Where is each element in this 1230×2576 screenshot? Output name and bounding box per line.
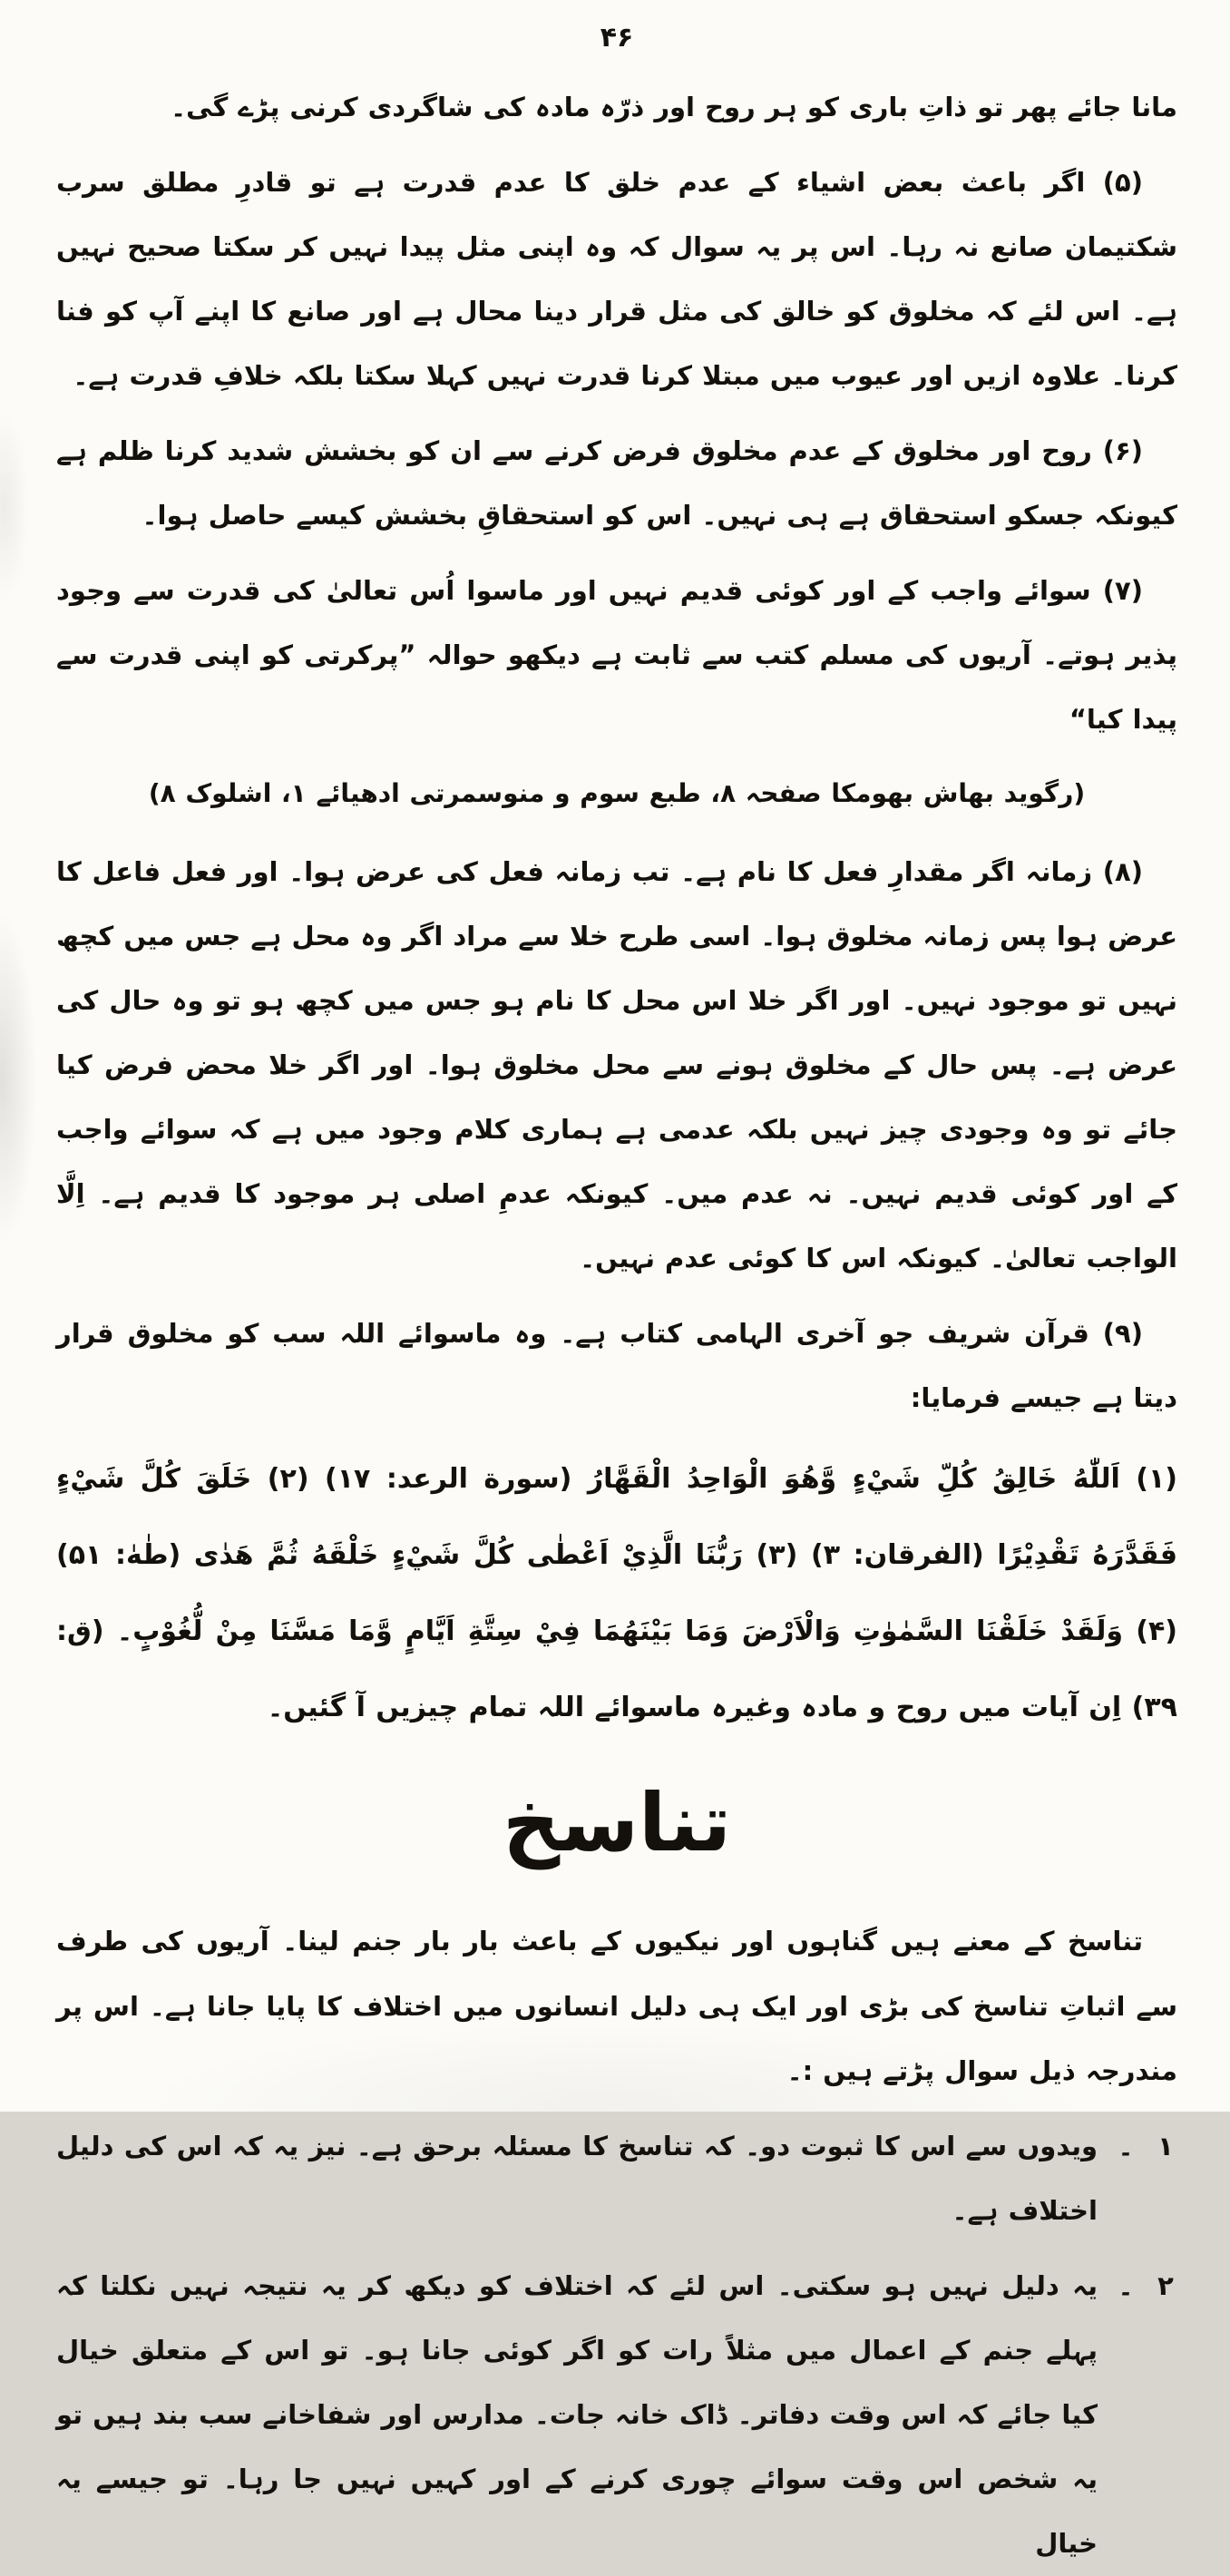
item-1-text: ویدوں سے اس کا ثبوت دو۔ کہ تناسخ کا مسئلہ برحق ہے۔ نیز یہ کہ اس کی دلیل اختلاف ہے۔ bbox=[56, 2130, 1098, 2226]
paragraph-5: (۵) اگر باعث بعض اشیاء کے عدم خلق کا عدم قدرت ہے تو قادرِ مطلق سرب شکتیمان صانع نہ رہا۔ اس پر یہ سوال کہ وہ اپنی مثل پیدا نہیں کر سکتا صحیح نہیں ہے۔ اس لئے کہ مخلوق کو خالق کی مثل قرار دینا محال ہے اور صانع کا اپنے آپ کو فنا کرنا۔ علاوہ ازیں اور عیوب میں مبتلا کرنا قدرت نہیں کہلا سکتا بلکہ خلافِ قدرت ہے۔ bbox=[56, 167, 1177, 392]
item-2-separator: ۔ bbox=[1118, 2269, 1134, 2301]
page-number: ۴۶ bbox=[600, 22, 634, 54]
item-1-number: ۱ bbox=[1157, 2130, 1174, 2161]
tanasukh-intro-paragraph: تناسخ کے معنے ہیں گناہوں اور نیکیوں کے باعث بار بار جنم لینا۔ آریوں کی طرف سے اثباتِ تناسخ کی بڑی اور ایک ہی دلیل انسانوں میں اختلاف کا پایا جانا ہے۔ اس پر مندرجہ ذیل سوال پڑتے ہیں :۔ bbox=[56, 1926, 1177, 2086]
item-2-number: ۲ bbox=[1157, 2269, 1174, 2301]
numbered-item-1 bbox=[56, 2114, 1177, 2243]
paragraph-8: (۸) زمانہ اگر مقدارِ فعل کا نام ہے۔ تب زمانہ فعل کی عرض ہوا۔ اور فعل فاعل کا عرض ہوا پس زمانہ مخلوق ہوا۔ اسی طرح خلا سے مراد اگر وہ محل ہے جس میں کچھ نہیں تو موجود نہیں۔ اور اگر خلا اس محل کا نام ہو جس میں کچھ ہو تو وہ حال کی عرض ہے۔ پس حال کے مخلوق ہونے سے محل مخلوق ہوا۔ اور اگر خلا محض فرض کیا جائے تو وہ وجودی چیز نہیں بلکہ عدمی ہے ہماری کلام وجود میں ہے کہ سوائے واجب کے اور کوئی قدیم نہیں۔ نہ عدم میں۔ کیونکہ عدمِ اصلی ہر موجود کا قدیم ہے۔ اِلَّا الواجب تعالیٰ۔ کیونکہ اس کا کوئی عدم نہیں۔ bbox=[56, 856, 1177, 1274]
paragraph-6: (۶) روح اور مخلوق کے عدم مخلوق فرض کرنے سے ان کو بخشش شدید کرنا ظلم ہے کیونکہ جسکو استحقاق ہے ہی نہیں۔ اس کو استحقاقِ بخشش کیسے حاصل ہوا۔ bbox=[56, 435, 1177, 532]
paragraph-7: (۷) سوائے واجب کے اور کوئی قدیم نہیں اور ماسوا اُس تعالیٰ کی قدرت سے وجود پذیر ہوتے۔ آریوں کی مسلم کتب سے ثابت ہے دیکھو حوالہ ”پرکرتی کو اپنی قدرت سے پیدا کیا“ bbox=[56, 575, 1177, 736]
intro-continuation-line: مانا جائے پھر تو ذاتِ باری کو ہر روح اور ذرّہ مادہ کی شاگردی کرنی پڑے گی۔ bbox=[171, 92, 1177, 122]
scripture-reference-line: (رگوید بھاش بھومکا صفحہ ۸، طبع سوم و منوسمرتی ادھیائے ۱، اشلوک ۸) bbox=[148, 778, 1086, 809]
section-heading-tanasukh: تناسخ bbox=[503, 1776, 731, 1870]
item-2-text: یہ دلیل نہیں ہو سکتی۔ اس لئے کہ اختلاف کو دیکھ کر یہ نتیجہ نہیں نکلتا کہ پہلے جنم کے اعمال میں مثلاً رات کو اگر کوئی جانا ہو۔ تو اس کے متعلق خیال کیا جائے کہ اس وقت دفاتر۔ ڈاک خانہ جات۔ مدارس اور شفاخانے سب بند ہیں تو یہ شخص اس وقت سوائے چوری کرنے کے اور کہیں نہیں جا رہا۔ تو جیسے یہ خیال bbox=[56, 2269, 1098, 2559]
quotes-conclusion-text: اِن آیات میں روح و مادہ وغیرہ ماسوائے اللہ تمام چیزیں آ گئیں۔ bbox=[267, 1692, 1122, 1724]
paragraph-9: (۹) قرآن شریف جو آخری الہامی کتاب ہے۔ وہ ماسوائے اللہ سب کو مخلوق قرار دیتا ہے جیسے فرمایا: bbox=[56, 1318, 1177, 1414]
item-1-separator: ۔ bbox=[1118, 2130, 1134, 2161]
numbered-item-2 bbox=[56, 2254, 1177, 2576]
quran-quotations-block bbox=[56, 1441, 1177, 1746]
quran-quote-text: (۱) اَللّٰهُ خَالِقُ كُلِّ شَيْءٍ وَّهُوَ الْوَاحِدُ الْقَهَّارُ (سورة الرعد: ۱۷) (۲) خَلَقَ كُلَّ شَيْءٍ فَقَدَّرَهُ تَقْدِيْرًا (الفرقان: ۳) (۳) رَبُّنَا الَّذِيْ اَعْطٰى كُلَّ شَيْءٍ خَلْقَهُ ثُمَّ هَدٰى (طٰهٰ: ۵۱) (۴) وَلَقَدْ خَلَقْنَا السَّمٰوٰتِ وَالْاَرْضَ وَمَا بَيْنَهُمَا فِيْ سِتَّةِ اَيَّامٍ وَّمَا مَسَّنَا مِنْ لُّغُوْبٍ۔ (ق: ۳۹) bbox=[56, 1463, 1177, 1724]
